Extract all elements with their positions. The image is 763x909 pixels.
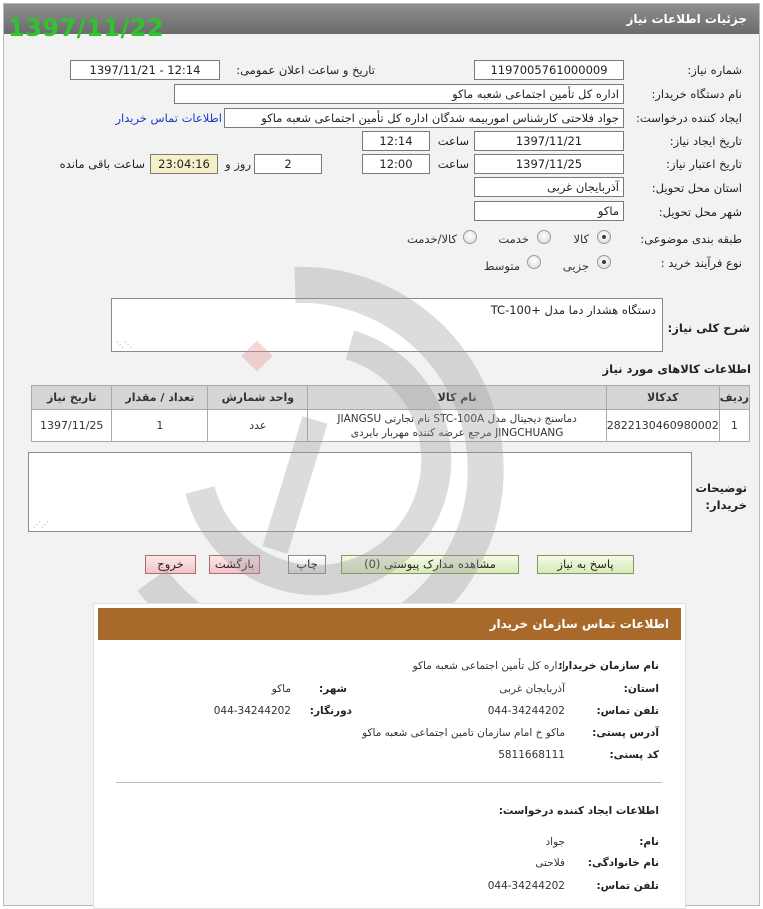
category-radio-goods-service[interactable]: [463, 230, 477, 244]
need-number-label: شماره نیاز:: [687, 63, 742, 77]
created-date-field[interactable]: 1397/11/21: [474, 131, 624, 151]
days-remaining-field[interactable]: 2: [254, 154, 322, 174]
card-city-value: ماکو: [271, 683, 291, 695]
validity-time-label: ساعت: [437, 157, 469, 171]
cell-qty: 1: [112, 410, 208, 442]
city-field[interactable]: ماکو: [474, 201, 624, 221]
last-name-value: فلاحتی: [535, 857, 565, 869]
cell-unit: عدد: [208, 410, 308, 442]
validity-time-field[interactable]: 12:00: [362, 154, 430, 174]
cell-name-line1: دماسنج دیجیتال مدل STC-100A نام تجارتی JIANGSU: [337, 412, 577, 425]
col-name: نام کالا: [308, 386, 606, 410]
cell-name-line2: JINGCHUANG مرجع عرضه کننده مهربار بایردی: [350, 426, 564, 439]
first-name-label: نام:: [639, 836, 659, 848]
exit-button[interactable]: خروج: [145, 555, 196, 574]
card-phone-value: 044-34244202: [487, 705, 565, 717]
creator-phone-value: 044-34244202: [487, 880, 565, 892]
created-date-label: تاریخ ایجاد نیاز:: [669, 134, 742, 148]
category-option-goods: کالا: [573, 232, 589, 246]
category-label: طبقه بندی موضوعی:: [640, 232, 742, 246]
category-radio-service[interactable]: [537, 230, 551, 244]
col-code: کدکالا: [606, 386, 719, 410]
buyer-notes-label: توضیحات خریدار:: [695, 481, 747, 512]
goods-table: [31, 385, 750, 442]
general-desc-label: شرح کلی نیاز:: [667, 321, 750, 335]
process-option-medium: متوسط: [483, 259, 520, 273]
validity-date-label: تاریخ اعتبار نیاز:: [666, 157, 742, 171]
remaining-time-field[interactable]: 23:04:16: [150, 154, 218, 174]
category-option-service: خدمت: [498, 232, 529, 246]
cell-row: 1: [719, 410, 749, 442]
process-option-minor: جزیی: [562, 259, 589, 273]
col-qty: تعداد / مقدار: [112, 386, 208, 410]
page-title: جزئیات اطلاعات نیاز: [626, 12, 747, 26]
category-radio-goods[interactable]: [597, 230, 611, 244]
need-number-field[interactable]: 1197005761000009: [474, 60, 624, 80]
org-name-value: اداره کل تأمین اجتماعی شعبه ماکو: [412, 660, 565, 672]
buyer-org-field[interactable]: اداره کل تأمین اجتماعی شعبه ماکو: [174, 84, 624, 104]
contact-card-title: اطلاعات تماس سازمان خریدار: [489, 617, 669, 631]
remaining-label: ساعت باقی مانده: [59, 157, 145, 171]
created-time-label: ساعت: [437, 134, 469, 148]
goods-table-header: [32, 386, 750, 410]
reply-button[interactable]: پاسخ به نیاز: [537, 555, 634, 574]
announce-date-label: تاریخ و ساعت اعلان عمومی:: [236, 63, 375, 77]
city-label: شهر محل تحویل:: [658, 205, 742, 219]
card-fax-value: 044-34244202: [213, 705, 291, 717]
created-time-field[interactable]: 12:14: [362, 131, 430, 151]
process-radio-medium[interactable]: [527, 255, 541, 269]
creator-field[interactable]: جواد فلاحتی کارشناس اموربیمه شدگان اداره کل تأمین اجتماعی شعبه ماکو: [224, 108, 624, 128]
validity-date-field[interactable]: 1397/11/25: [474, 154, 624, 174]
col-date: تاریخ نیاز: [32, 386, 112, 410]
card-phone-label: تلفن تماس:: [596, 705, 659, 717]
col-row: ردیف: [719, 386, 749, 410]
first-name-value: جواد: [545, 836, 565, 848]
card-postal-label: کد پستی:: [609, 749, 659, 761]
goods-section-title: اطلاعات کالاهای مورد نیاز: [602, 362, 751, 376]
buyer-notes-textarea[interactable]: [28, 452, 692, 532]
province-label: استان محل تحویل:: [651, 181, 742, 195]
days-label: روز و: [225, 157, 251, 171]
date-stamp: 1397/11/22: [8, 14, 165, 42]
buyer-contact-link[interactable]: اطلاعات تماس خریدار: [115, 111, 222, 125]
cell-date: 1397/11/25: [32, 410, 112, 442]
resize-grip-icon[interactable]: ⋰⋰: [33, 520, 49, 529]
general-desc-text: دستگاه هشدار دما مدل +100-TC: [490, 303, 656, 317]
card-province-value: آذربایجان غربی: [499, 683, 565, 695]
org-name-label: نام سازمان خریدار:: [558, 660, 659, 672]
card-province-label: استان:: [623, 683, 659, 695]
general-desc-textarea[interactable]: [111, 298, 663, 352]
announce-date-field[interactable]: 1397/11/21 - 12:14: [70, 60, 220, 80]
creator-phone-label: تلفن تماس:: [596, 880, 659, 892]
card-postal-value: 5811668111: [498, 749, 565, 761]
card-city-label: شهر:: [319, 683, 347, 695]
contact-card-header: [98, 608, 681, 640]
process-type-label: نوع فرآیند خرید :: [660, 256, 742, 270]
category-option-goods-service: کالا/خدمت: [406, 232, 457, 246]
cell-name: [308, 410, 606, 442]
card-fax-label: دورنگار:: [309, 705, 352, 717]
last-name-label: نام خانوادگی:: [587, 857, 659, 869]
back-button[interactable]: بازگشت: [209, 555, 260, 574]
table-row: [32, 410, 750, 442]
province-field[interactable]: آذربایجان غربی: [474, 177, 624, 197]
process-radio-minor[interactable]: [597, 255, 611, 269]
card-address-value: ماکو خ امام سازمان تامین اجتماعی شعبه ماکو: [362, 727, 565, 739]
cell-code: 2822130460980002: [606, 410, 719, 442]
creator-section-title: اطلاعات ایجاد کننده درخواست:: [498, 805, 659, 817]
card-divider: [116, 782, 662, 783]
buyer-org-label: نام دستگاه خریدار:: [651, 87, 742, 101]
resize-grip-icon[interactable]: ⋰⋰: [116, 340, 132, 349]
print-button[interactable]: چاپ: [288, 555, 326, 574]
buyer-contact-card: [93, 603, 686, 909]
col-unit: واحد شمارش: [208, 386, 308, 410]
card-address-label: آدرس پستی:: [592, 727, 659, 739]
creator-label: ایجاد کننده درخواست:: [636, 111, 742, 125]
attachments-button[interactable]: مشاهده مدارک پیوستی (0): [341, 555, 519, 574]
